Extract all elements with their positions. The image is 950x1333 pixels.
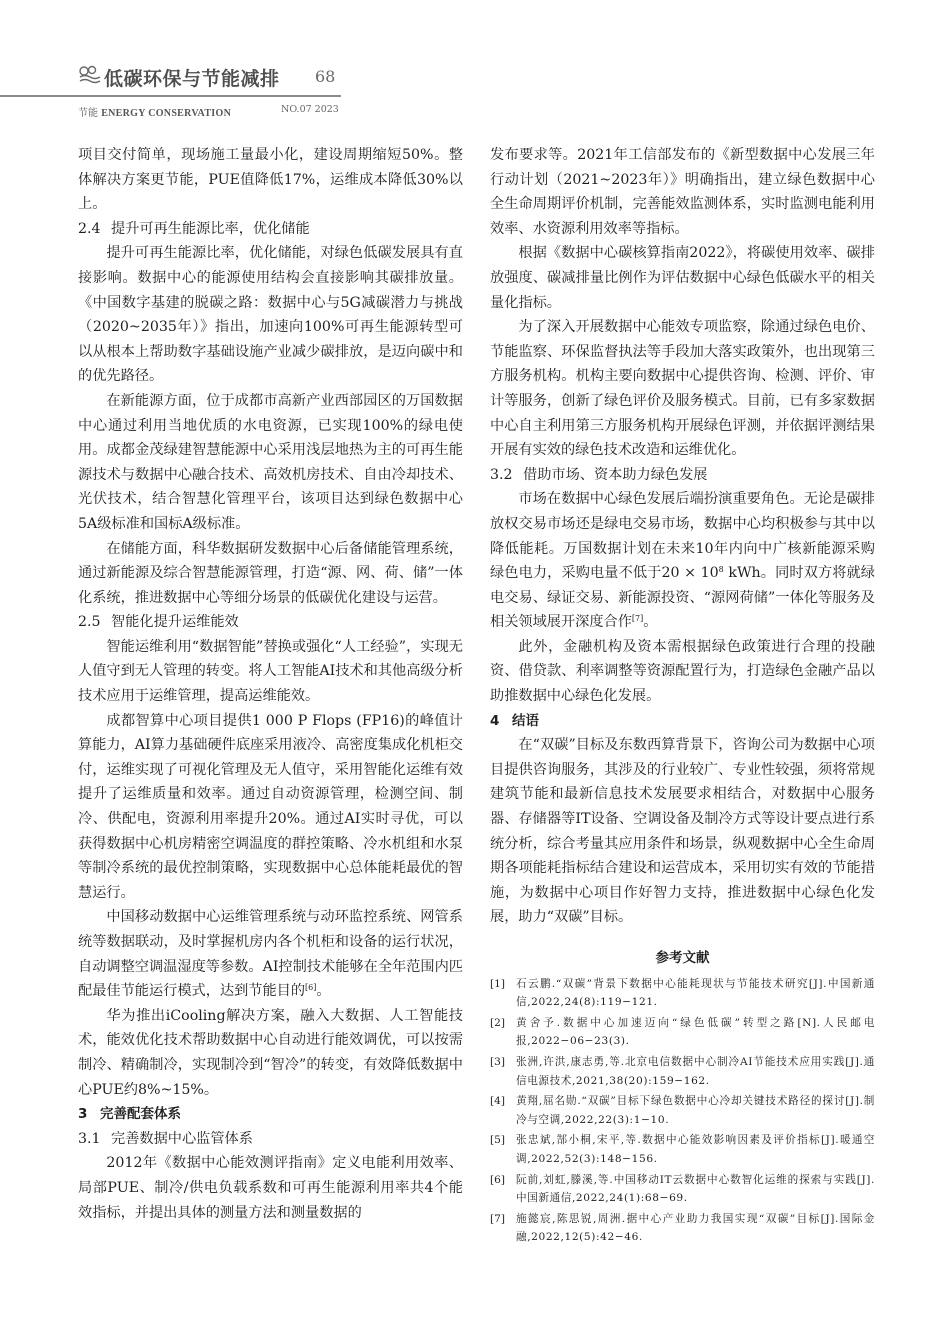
reference-item: [2] 黄舍予.数据中心加速迈向“绿色低碳”转型之路[N].人民邮电报,2022−06−23(3).: [490, 1016, 875, 1048]
reference-item: [1] 石云鹏.“双碳”背景下数据中心能耗现状与节能技术研究[J].中国新通信,2022,24(8):119−121.: [490, 977, 875, 1009]
issue-number: NO.07 2023: [281, 104, 339, 115]
reference-list: [490, 975, 875, 1247]
page-number: 68: [315, 67, 336, 86]
left-column: [78, 143, 463, 1225]
section-heading-2-4: 2.4 提升可再生能源比率，优化储能: [78, 220, 310, 237]
reference-item: [3] 张洲,许洪,康志勇,等.北京电信数据中心制冷AI节能技术应用实践[J].通信电源技术,2021,38(20):159−162.: [490, 1055, 875, 1087]
section-heading-3-2: 3.2 借助市场、资本助力绿色发展: [490, 466, 708, 483]
paragraph: 市场在数据中心绿色发展后端扮演重要角色。无论是碳排放权交易市场还是绿电交易市场，数据中心均积极参与其中以降低能耗。万国数据计划在未来10年内向中广核新能源采购绿色电力，采购电量不低于$20 \times 10^8$ kWh。同时双方将就绿电交易、绿证交易、新能源投资、“源网荷储”一体化等服务及相关领域展开深度合作[7]。: [490, 491, 875, 631]
paragraph: 提升可再生能源比率，优化储能，对绿色低碳发展具有直接影响。数据中心的能源使用结构会直接影响其碳排放量。《中国数字基建的脱碳之路：数据中心与5G减碳潜力与挑战（2020~2035年）》指出，加速向100%可再生能源转型可以从根本上帮助数字基础设施产业减少碳排放，是迈向碳中和的优先路径。: [78, 245, 463, 385]
right-column: [490, 143, 875, 1249]
paragraph: 成都智算中心项目提供1 000 P Flops (FP16)的峰值计算能力，AI算力基础硬件底座采用液冷、高密度集成化机柜交付，运维实现了可视化管理及无人值守，采用智能化运维有效提升了运维质量和效率。通过自动资源管理，检测空间、制冷、供配电，资源利用率提升20%。通过AI实时寻优，可以获得数据中心机房精密空调温度的群控策略、冷水机组和水泵等制冷系统的最优控制策略，实现数据中心总体能耗最优的智慧运行。: [78, 712, 463, 901]
paragraph: 2012年《数据中心能效测评指南》定义电能利用效率、局部PUE、制冷/供电负载系数和可再生能源利用率共4个能效指标，并提出具体的测量方法和测量数据的: [78, 1155, 463, 1221]
journal-logo-icon: [78, 65, 102, 85]
citation: [7]: [631, 614, 644, 624]
section-heading-4: 4 结语: [490, 712, 539, 729]
header-rule: [0, 95, 341, 97]
reference-item: [5] 张忠斌,郜小桐,宋平,等.数据中心能效影响因素及评价指标[J].暖通空调,2022,52(3):148−156.: [490, 1134, 875, 1165]
superscript: 8: [718, 565, 724, 575]
paragraph: 项目交付简单，现场施工量最小化，建设周期缩短50%。整体解决方案更节能，PUE值降低17%，运维成本降低30%以上。: [78, 147, 463, 213]
references-title: 参考文献: [655, 950, 710, 966]
paragraph: 智能运维利用“数据智能”替换或强化“人工经验”，实现无人值守到无人管理的转变。将人工智能AI技术和其他高级分析技术应用于运维管理，提高运维能效。: [78, 638, 463, 705]
paragraph: 中国移动数据中心运维管理系统与动环监控系统、网管系统等数据联动，及时掌握机房内各个机柜和设备的运行状况，自动调整空调温湿度等参数。AI控制技术能够在全年范围内匹配最佳节能运行模式，达到节能目的[6]。: [78, 909, 463, 1000]
subtitle-cn: 节能: [78, 108, 98, 119]
paragraph: 华为推出iCooling解决方案，融入大数据、人工智能技术，能效优化技术帮助数据中心自动进行能效调优，可以按需制冷、精确制冷，实现制冷到“智冷”的转变，有效降低数据中心PUE约8%~15%。: [78, 1007, 463, 1098]
section-heading-2-5: 2.5 智能化提升运维能效: [78, 614, 239, 631]
journal-title: 低碳环保与节能减排: [104, 68, 280, 90]
subtitle-en: ENERGY CONSERVATION: [101, 108, 232, 119]
paragraph: 根据《数据中心碳核算指南2022》，将碳使用效率、碳排放强度、碳减排量比例作为评估数据中心绿色低碳水平的相关量化指标。: [490, 245, 875, 311]
paragraph: 发布要求等。2021年工信部发布的《新型数据中心发展三年行动计划（2021~2023年）》明确指出，建立绿色数据中心全生命周期评价机制，完善能效监测体系，实时监测电能利用效率、水资源利用效率等指标。: [490, 147, 875, 237]
journal-subtitle: [78, 104, 231, 119]
reference-item: [4] 黄翔,屈名勋.“双碳”目标下绿色数据中心冷却关键技术路径的探讨[J].制冷与空调,2022,22(3):1−10.: [490, 1095, 875, 1126]
section-heading-3: 3 完善配套体系: [78, 1106, 181, 1123]
paragraph: 为了深入开展数据中心能效专项监察，除通过绿色电价、节能监察、环保监督执法等手段加大落实政策外，也出现第三方服务机构。机构主要向数据中心提供咨询、检测、评价、审计等服务，创新了绿色评价及服务模式。目前，已有多家数据中心自主利用第三方服务机构开展绿色评测，并依据评测结果开展有实效的绿色技术改造和运维优化。: [490, 319, 875, 459]
section-heading-3-1: 3.1 完善数据中心监管体系: [78, 1130, 253, 1147]
paragraph: 此外，金融机构及资本需根据绿色政策进行合理的投融资、借贷款、利率调整等资源配置行为，打造绿色金融产品以助推数据中心绿色化发展。: [490, 638, 875, 705]
reference-item: [7] 施懿宸,陈思锐,周洲.据中心产业助力我国实现“双碳”目标[J].国际金融,2022,12(5):42−46.: [490, 1212, 875, 1244]
citation: [6]: [305, 983, 317, 993]
paragraph: 在新能源方面，位于成都市高新产业西部园区的万国数据中心通过利用当地优质的水电资源，已实现100%的绿电使用。成都金茂绿建智慧能源中心采用浅层地热为主的可再生能源技术与数据中心融合技术、高效机房技术、自由冷却技术、光伏技术，结合智慧化管理平台，该项目达到绿色数据中心5A级标准和国标A级标准。: [78, 392, 463, 532]
reference-item: [6] 阮前,刘虹,滕溪,等.中国移动IT云数据中心数智化运维的探索与实践[J].中国新通信,2022,24(1):68−69.: [490, 1173, 875, 1205]
paragraph: 在储能方面，科华数据研发数据中心后备储能管理系统，通过新能源及综合智慧能源管理，打造“源、网、荷、储”一体化系统，推进数据中心等细分场景的低碳优化建设与运营。: [78, 540, 463, 606]
paragraph: 在“双碳”目标及东数西算背景下，咨询公司为数据中心项目提供咨询服务，其涉及的行业较广、专业性较强，须将常规建筑节能和最新信息技术发展要求相结合，对数据中心服务器、存储器等IT设备、空调设备及制冷方式等设计要点进行系统分析，综合考量其应用条件和场景，纵观数据中心全生命周期各项能耗指标结合建设和运营成本，采用切实有效的节能措施，为数据中心项目作好智力支持，推进数据中心绿色化发展，助力“双碳”目标。: [490, 737, 875, 926]
